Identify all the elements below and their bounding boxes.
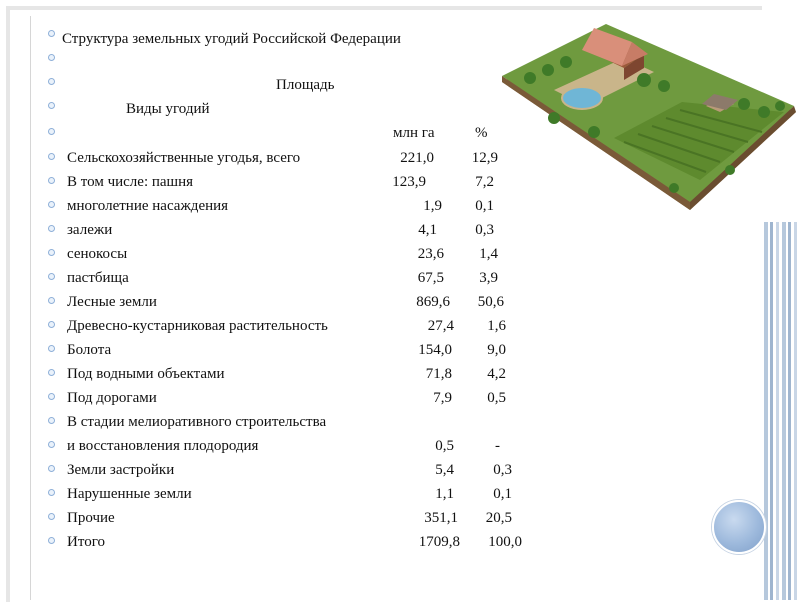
row-pct: 1,4 [479, 246, 498, 262]
row-name: залежи [67, 222, 113, 238]
garden-plot-illustration [494, 20, 800, 225]
bullet-icon [48, 30, 55, 37]
row-pct: 20,5 [485, 510, 512, 526]
row-name: сенокосы [67, 246, 128, 262]
row-pct: 0,5 [487, 390, 506, 406]
row-pct: 7,2 [475, 174, 494, 190]
row-ha: 221,0 [400, 150, 434, 166]
row-ha: 5,4 [435, 462, 454, 478]
row-pct: - [495, 438, 500, 454]
bullet-icon [48, 345, 55, 352]
row-ha: 23,6 [417, 246, 444, 262]
bullet-icon [48, 537, 55, 544]
row-pct: 50,6 [477, 294, 504, 310]
bullet-icon [48, 201, 55, 208]
bullet-icon [48, 153, 55, 160]
row-pct: 0,3 [475, 222, 494, 238]
row-name: В стадии мелиоративного строительства [67, 414, 327, 430]
bullet-icon [48, 321, 55, 328]
row-pct: 0,1 [475, 198, 494, 214]
bullet-icon [48, 78, 55, 85]
row-name: Земли застройки [67, 462, 175, 478]
row-ha: 869,6 [416, 294, 450, 310]
slide-guide-line [30, 16, 31, 600]
row-ha: 123,9 [392, 174, 426, 190]
row-name: Сельскохозяйственные угодья, всего [67, 150, 301, 166]
row-pct: 0,1 [493, 486, 512, 502]
bullet-icon [48, 441, 55, 448]
decorative-circle [712, 500, 766, 554]
row-name: Болота [67, 342, 112, 358]
bullet-icon [48, 273, 55, 280]
row-ha: 0,5 [435, 438, 454, 454]
row-name: Прочие [67, 510, 115, 526]
row-pct: 9,0 [487, 342, 506, 358]
row-name: пастбища [67, 270, 129, 286]
row-pct: 1,6 [487, 318, 506, 334]
row-name: Итого [67, 534, 105, 550]
bullet-icon [48, 177, 55, 184]
unit-pct-header: % [475, 125, 488, 141]
row-name: Нарушенные земли [67, 486, 192, 502]
slide-title: Структура земельных угодий Российской Федерации [62, 31, 401, 47]
row-pct: 12,9 [471, 150, 498, 166]
row-name: В том числе: пашня [67, 174, 194, 190]
row-ha: 1709,8 [418, 534, 460, 550]
row-name: Под дорогами [67, 390, 157, 406]
row-pct: 100,0 [488, 534, 522, 550]
row-ha: 71,8 [425, 366, 452, 382]
bullet-icon [48, 417, 55, 424]
row-pct: 0,3 [493, 462, 512, 478]
row-ha: 1,1 [435, 486, 454, 502]
row-ha: 4,1 [418, 222, 437, 238]
row-pct: 3,9 [479, 270, 498, 286]
slide-frame-left [6, 6, 10, 602]
row-name: Под водными объектами [67, 366, 225, 382]
bullet-icon [48, 513, 55, 520]
row-ha: 154,0 [418, 342, 452, 358]
bullet-icon [48, 54, 55, 61]
row-pct: 4,2 [487, 366, 506, 382]
bullet-icon [48, 297, 55, 304]
bullet-icon [48, 489, 55, 496]
row-ha: 1,9 [423, 198, 442, 214]
row-name: и восстановления плодородия [67, 438, 259, 454]
area-header: Площадь [276, 77, 335, 93]
bullet-icon [48, 225, 55, 232]
types-header: Виды угодий [126, 101, 210, 117]
pond [562, 87, 602, 109]
row-name: многолетние насаждения [67, 198, 229, 214]
bullet-icon [48, 249, 55, 256]
bullet-icon [48, 369, 55, 376]
row-name: Лесные земли [67, 294, 157, 310]
slide-frame-top [6, 6, 762, 10]
bullet-icon [48, 465, 55, 472]
row-name: Древесно-кустарниковая растительность [67, 318, 328, 334]
decorative-stripes [764, 222, 800, 600]
bullet-icon [48, 128, 55, 135]
bullet-icon [48, 393, 55, 400]
bullet-icon [48, 102, 55, 109]
row-ha: 351,1 [424, 510, 458, 526]
row-ha: 27,4 [427, 318, 454, 334]
unit-ha-header: млн га [393, 125, 435, 141]
row-ha: 67,5 [417, 270, 444, 286]
row-ha: 7,9 [433, 390, 452, 406]
